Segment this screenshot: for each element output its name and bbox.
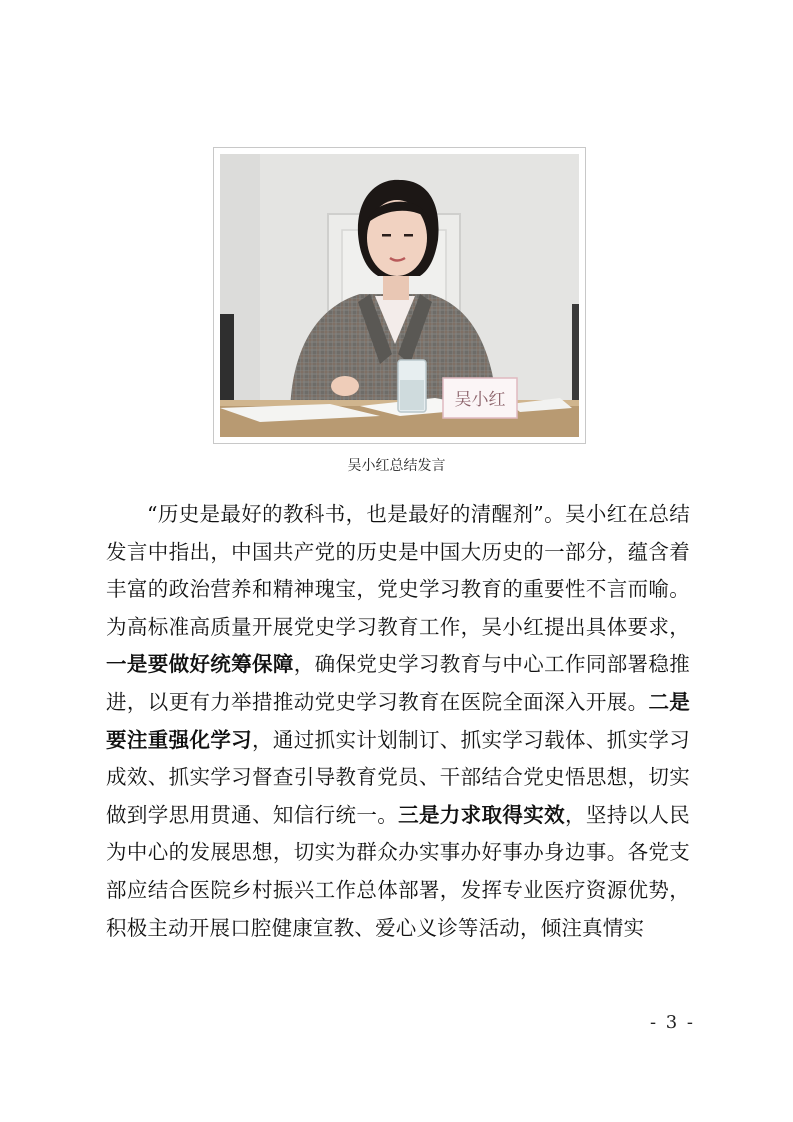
speaker-photo-illustration bbox=[220, 154, 579, 437]
nameplate-label: 吴小红 bbox=[454, 390, 506, 410]
text-point-two: ，通过抓实计划制订、抓实学习载体、抓实学习成效、抓实学习督查引导教育党员、干部结合党史悟思想，切实做到学思用贯通、知信行统一。 bbox=[106, 727, 690, 827]
text-intro: “历史是最好的教科书，也是最好的清醒剂”。吴小红在总结发言中指出，中国共产党的历史是中国大历史的一部分，蕴含着丰富的政治营养和精神瑰宝，党史学习教育的重要性不言而喻。为高标准高质量开展党史学习教育工作，吴小红提出具体要求， bbox=[106, 502, 690, 639]
speaker-photo bbox=[220, 154, 579, 437]
article-paragraph bbox=[106, 496, 690, 947]
page-number: - 3 - bbox=[649, 1012, 695, 1033]
nameplate bbox=[443, 378, 517, 418]
photo-caption: 吴小红总结发言 bbox=[347, 458, 446, 474]
article-body bbox=[106, 496, 690, 947]
text-point-one: ，确保党史学习教育与中心工作同部署稳推进，以更有力举措推动党史学习教育在医院全面深入开展。 bbox=[106, 652, 690, 714]
text-point-three: ，坚持以人民为中心的发展思想，切实为群众办实事办好事办身边事。各党支部应结合医院乡村振兴工作总体部署，发挥专业医疗资源优势，积极主动开展口腔健康宣教、爱心义诊等活动，倾注真情实 bbox=[106, 802, 690, 940]
emphasis-point-one: 一是要做好统筹保障 bbox=[106, 652, 294, 677]
photo-frame bbox=[213, 147, 586, 444]
emphasis-point-two: 二是要注重强化学习 bbox=[106, 689, 691, 752]
emphasis-point-three: 三是力求取得实效 bbox=[398, 802, 565, 827]
